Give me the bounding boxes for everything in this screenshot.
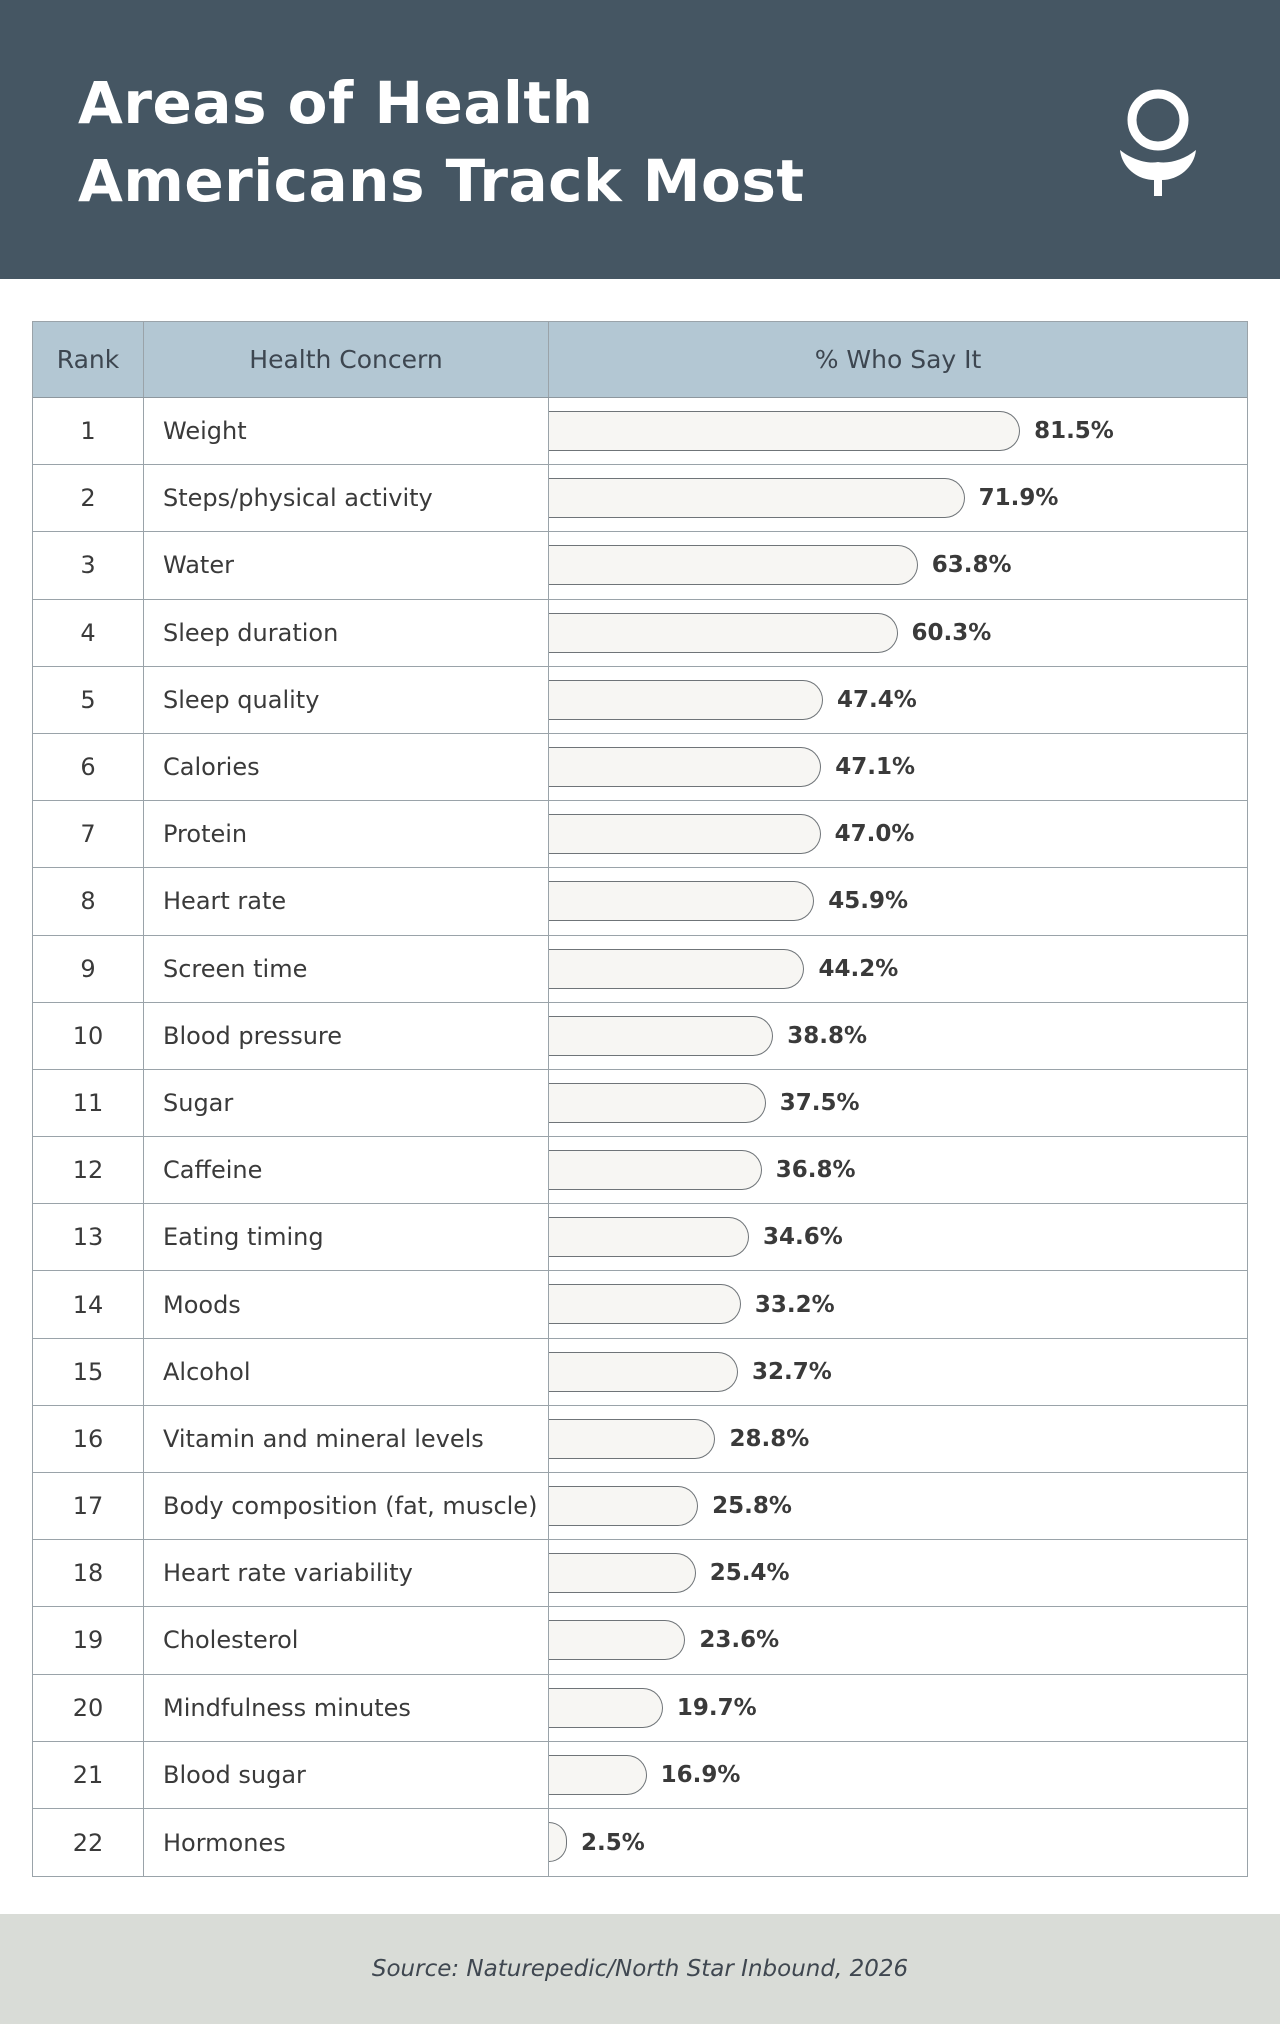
rank-cell: 16 — [33, 1406, 144, 1472]
percent-label: 47.4% — [836, 686, 917, 713]
percent-bar — [549, 1083, 766, 1123]
concern-cell: Alcohol — [144, 1339, 549, 1405]
percent-label: 32.7% — [752, 1358, 832, 1385]
percent-label: 60.3% — [911, 619, 992, 646]
percent-cell — [549, 1675, 1247, 1741]
table-row — [33, 600, 1247, 667]
concern-cell: Eating timing — [144, 1204, 549, 1270]
percent-cell — [549, 1339, 1247, 1405]
table-header-row — [33, 322, 1247, 398]
concern-cell: Blood sugar — [144, 1742, 549, 1808]
percent-label: 28.8% — [729, 1425, 810, 1452]
percent-bar — [549, 1419, 715, 1459]
rank-cell: 7 — [33, 801, 144, 867]
header-banner — [0, 0, 1280, 279]
concern-cell: Mindfulness minutes — [144, 1675, 549, 1741]
table-row — [33, 1070, 1247, 1137]
rank-cell: 19 — [33, 1607, 144, 1673]
percent-cell — [549, 1003, 1247, 1069]
percent-label: 36.8% — [775, 1157, 856, 1184]
rank-cell: 3 — [33, 532, 144, 598]
percent-label: 33.2% — [754, 1291, 835, 1318]
percent-cell — [549, 1540, 1247, 1606]
source-text: Source: Naturepedic/North Star Inbound, 2026 — [371, 1956, 909, 1982]
table-row — [33, 1675, 1247, 1742]
table-row — [33, 1137, 1247, 1204]
concern-cell: Hormones — [144, 1809, 549, 1876]
concern-cell: Moods — [144, 1271, 549, 1337]
percent-cell — [549, 600, 1247, 666]
data-table — [32, 321, 1248, 1877]
rank-cell: 22 — [33, 1809, 144, 1876]
concern-cell: Weight — [144, 398, 549, 464]
percent-label: 2.5% — [581, 1829, 645, 1856]
concern-cell: Sleep quality — [144, 667, 549, 733]
percent-label: 71.9% — [978, 485, 1059, 512]
percent-label: 47.0% — [834, 821, 915, 848]
rank-cell: 4 — [33, 600, 144, 666]
page-title — [78, 64, 805, 220]
table-row — [33, 1271, 1247, 1338]
flower-sprout-icon — [1118, 84, 1202, 196]
rank-cell: 21 — [33, 1742, 144, 1808]
percent-cell — [549, 801, 1247, 867]
table-row — [33, 532, 1247, 599]
percent-cell — [549, 1137, 1247, 1203]
percent-label: 25.4% — [709, 1560, 790, 1587]
percent-cell — [549, 1204, 1247, 1270]
percent-cell — [549, 936, 1247, 1002]
concern-cell: Protein — [144, 801, 549, 867]
percent-bar — [549, 1553, 696, 1593]
percent-cell — [549, 667, 1247, 733]
percent-bar — [549, 680, 823, 720]
rank-cell: 14 — [33, 1271, 144, 1337]
rank-cell: 2 — [33, 465, 144, 531]
percent-bar — [549, 1688, 663, 1728]
rank-cell: 8 — [33, 868, 144, 934]
percent-bar — [549, 478, 965, 518]
concern-cell: Steps/physical activity — [144, 465, 549, 531]
concern-cell: Heart rate variability — [144, 1540, 549, 1606]
table-row — [33, 1742, 1247, 1809]
percent-cell — [549, 398, 1247, 464]
table-row — [33, 1607, 1247, 1674]
concern-cell: Water — [144, 532, 549, 598]
table-row — [33, 667, 1247, 734]
percent-cell — [549, 1809, 1247, 1876]
header-percent: % Who Say It — [814, 345, 982, 374]
percent-cell — [549, 734, 1247, 800]
concern-cell: Vitamin and mineral levels — [144, 1406, 549, 1472]
percent-label: 37.5% — [779, 1089, 860, 1116]
percent-bar — [549, 1486, 698, 1526]
rank-cell: 5 — [33, 667, 144, 733]
concern-cell: Heart rate — [144, 868, 549, 934]
percent-cell — [549, 532, 1247, 598]
table-row — [33, 1473, 1247, 1540]
percent-cell — [549, 1070, 1247, 1136]
percent-label: 63.8% — [931, 552, 1012, 579]
concern-cell: Screen time — [144, 936, 549, 1002]
table-row — [33, 936, 1247, 1003]
percent-bar — [549, 1284, 741, 1324]
rank-cell: 11 — [33, 1070, 144, 1136]
percent-bar — [549, 1755, 647, 1795]
rank-cell: 6 — [33, 734, 144, 800]
table-row — [33, 1339, 1247, 1406]
concern-cell: Caffeine — [144, 1137, 549, 1203]
table-row — [33, 1003, 1247, 1070]
percent-bar — [549, 1150, 762, 1190]
percent-bar — [549, 814, 821, 854]
table-row — [33, 1204, 1247, 1271]
table-row — [33, 734, 1247, 801]
header-rank: Rank — [33, 322, 144, 397]
percent-bar — [549, 881, 814, 921]
percent-label: 47.1% — [835, 754, 916, 781]
table-row — [33, 868, 1247, 935]
rank-cell: 15 — [33, 1339, 144, 1405]
concern-cell: Blood pressure — [144, 1003, 549, 1069]
percent-bar — [549, 613, 898, 653]
table-body — [33, 398, 1247, 1876]
percent-bar — [549, 1352, 738, 1392]
percent-bar — [549, 1016, 773, 1056]
concern-cell: Sugar — [144, 1070, 549, 1136]
source-footer — [0, 1914, 1280, 2024]
rank-cell: 9 — [33, 936, 144, 1002]
percent-label: 19.7% — [676, 1694, 757, 1721]
rank-cell: 10 — [33, 1003, 144, 1069]
concern-cell: Cholesterol — [144, 1607, 549, 1673]
percent-cell — [549, 1742, 1247, 1808]
percent-cell — [549, 1406, 1247, 1472]
rank-cell: 13 — [33, 1204, 144, 1270]
percent-bar — [549, 545, 918, 585]
percent-bar — [549, 1822, 567, 1862]
title-line-1: Areas of Health — [78, 69, 594, 137]
concern-cell: Body composition (fat, muscle) — [144, 1473, 549, 1539]
percent-label: 45.9% — [828, 888, 909, 915]
percent-label: 38.8% — [787, 1022, 868, 1049]
percent-bar — [549, 747, 821, 787]
percent-label: 44.2% — [818, 955, 899, 982]
table-row — [33, 1540, 1247, 1607]
rank-cell: 17 — [33, 1473, 144, 1539]
percent-cell — [549, 868, 1247, 934]
percent-bar — [549, 949, 804, 989]
concern-cell: Sleep duration — [144, 600, 549, 666]
header-health-concern: Health Concern — [144, 322, 549, 397]
rank-cell: 1 — [33, 398, 144, 464]
percent-label: 16.9% — [660, 1761, 741, 1788]
rank-cell: 18 — [33, 1540, 144, 1606]
percent-bar — [549, 1620, 685, 1660]
percent-bar — [549, 1217, 749, 1257]
concern-cell: Calories — [144, 734, 549, 800]
rank-cell: 12 — [33, 1137, 144, 1203]
percent-cell — [549, 1473, 1247, 1539]
percent-cell — [549, 1271, 1247, 1337]
table-row — [33, 465, 1247, 532]
table-row — [33, 1809, 1247, 1876]
percent-label: 25.8% — [712, 1493, 792, 1520]
title-line-2: Americans Track Most — [78, 147, 805, 215]
percent-cell — [549, 1607, 1247, 1673]
percent-cell — [549, 465, 1247, 531]
table-row — [33, 1406, 1247, 1473]
table-row — [33, 398, 1247, 465]
table-row — [33, 801, 1247, 868]
percent-bar — [549, 411, 1020, 451]
rank-cell: 20 — [33, 1675, 144, 1741]
percent-label: 23.6% — [699, 1627, 780, 1654]
percent-label: 34.6% — [762, 1224, 843, 1251]
percent-label: 81.5% — [1034, 418, 1114, 445]
